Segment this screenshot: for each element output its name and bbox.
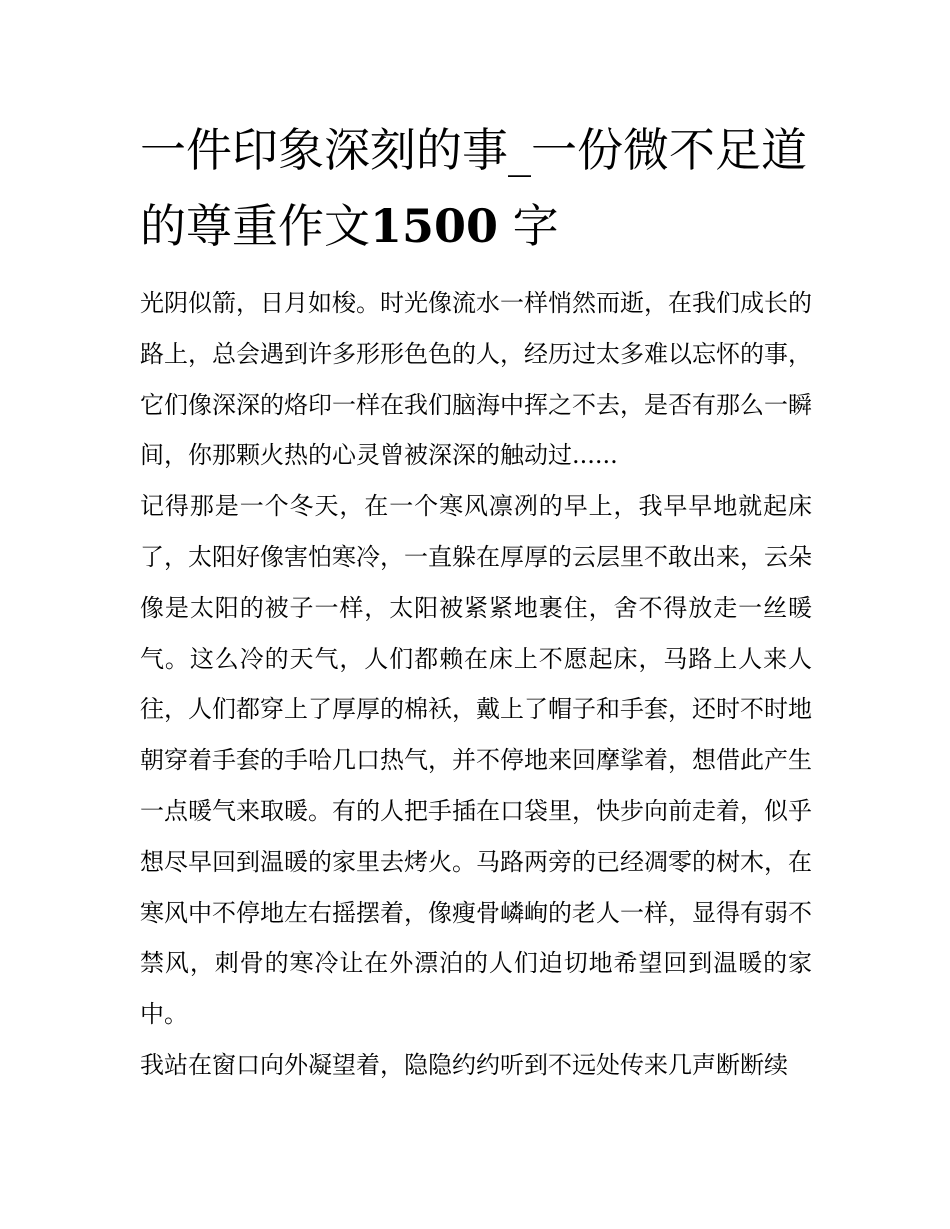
document-body <box>140 112 812 1091</box>
document-title <box>140 112 812 264</box>
paragraph-3: 我站在窗口向外凝望着，隐隐约约听到不远处传来几声断断续 <box>140 1050 788 1079</box>
title-text: 一件印象深刻的事_一份微不足道的尊重作文 <box>140 123 807 253</box>
paragraph-2: 记得那是一个冬天，在一个寒风凛冽的早上，我早早地就起床了，太阳好像害怕寒冷，一直躲在厚厚的云层里不敢出来，云朵像是太阳的被子一样，太阳被紧紧地裹住，舍不得放走一丝暖气。这么冷的天气，人们都赖在床上不愿起床，马路上人来人往，人们都穿上了厚厚的棉袄，戴上了帽子和手套，还时不时地朝穿着手套的手哈几口热气，并不停地来回摩挲着，想借此产生一点暖气来取暖。有的人把手插在口袋里，快步向前走着，似乎想尽早回到温暖的家里去烤火。马路两旁的已经凋零的树木，在寒风中不停地左右摇摆着，像瘦骨嶙峋的老人一样，显得有弱不禁风，刺骨的寒冷让在外漂泊的人们迫切地希望回到温暖的家中。 <box>140 492 812 1029</box>
title-suffix: 字 <box>512 199 559 253</box>
title-number: 1500 <box>370 199 499 253</box>
paragraph-1: 光阴似箭，日月如梭。时光像流水一样悄然而逝，在我们成长的路上，总会遇到许多形形色色的人，经历过太多难以忘怀的事，它们像深深的烙印一样在我们脑海中挥之不去，是否有那么一瞬间，你那颗火热的心灵曾被深深的触动过...... <box>140 289 812 470</box>
